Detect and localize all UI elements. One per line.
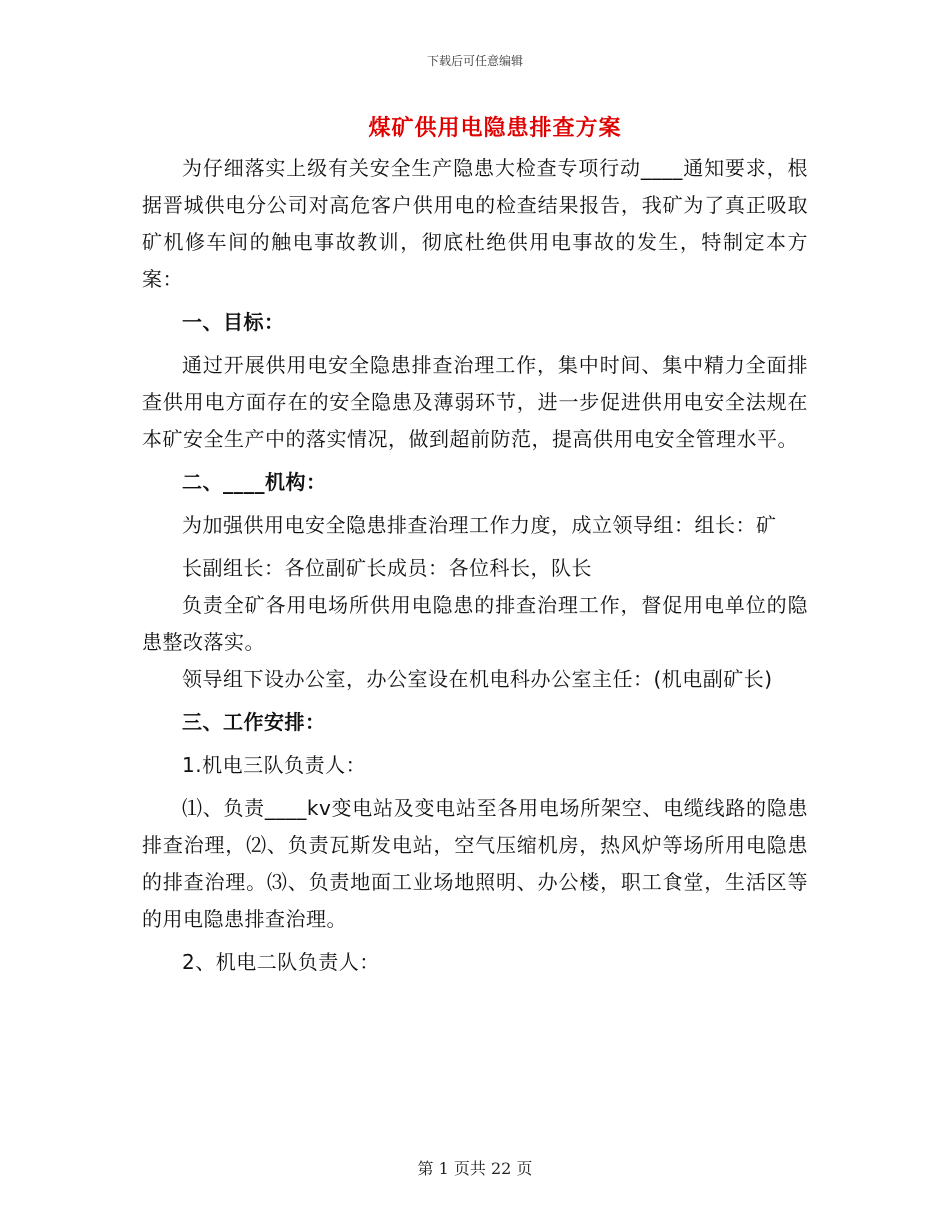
section-3-item-1-title: 1.机电三队负责人： — [182, 753, 367, 777]
page-footer: 第 1 页共 22 页 — [417, 1159, 533, 1178]
section-2-paragraph-2: 长副组长：各位副矿长成员：各位科长，队长 — [182, 556, 592, 580]
header-note: 下载后可任意编辑 — [426, 54, 523, 68]
section-2-paragraph-1: 为加强供用电安全隐患排查治理工作力度，成立领导组：组长：矿 — [182, 513, 777, 537]
section-1-body: 通过开展供用电安全隐患排查治理工作，集中时间、集中精力全面排查供用电方面存在的安全隐患及薄弱环节，进一步促进供用电安全法规在本矿安全生产中的落实情况，做到超前防范，提高供用电安全管理水平。 — [142, 353, 808, 451]
document-body — [142, 150, 808, 981]
section-3-item-2-title: 2、机电二队负责人： — [182, 950, 380, 974]
section-2-heading: 二、____机构： — [182, 470, 327, 494]
section-1-heading: 一、目标： — [182, 310, 285, 334]
document-title: 煤矿供用电隐患排查方案 — [368, 116, 622, 141]
section-2-paragraph-4: 领导组下设办公室，办公室设在机电科办公室主任：(机电副矿长) — [182, 667, 773, 691]
section-3-item-1-body: ⑴、负责____kv变电站及变电站至各用电场所架空、电缆线路的隐患排查治理，⑵、负责瓦斯发电站，空气压缩机房，热风炉等场所用电隐患的排查治理。⑶、负责地面工业场地照明、办公楼，职工食堂，生活区等的用电隐患排查治理。 — [142, 796, 808, 931]
section-3-heading: 三、工作安排： — [182, 710, 326, 734]
section-2-paragraph-3: 负责全矿各用电场所供用电隐患的排查治理工作，督促用电单位的隐患整改落实。 — [142, 593, 808, 654]
intro-paragraph: 为仔细落实上级有关安全生产隐患大检查专项行动____通知要求，根据晋城供电分公司对高危客户供用电的检查结果报告，我矿为了真正吸取矿机修车间的触电事故教训，彻底杜绝供用电事故的发生，特制定本方案： — [142, 156, 808, 291]
